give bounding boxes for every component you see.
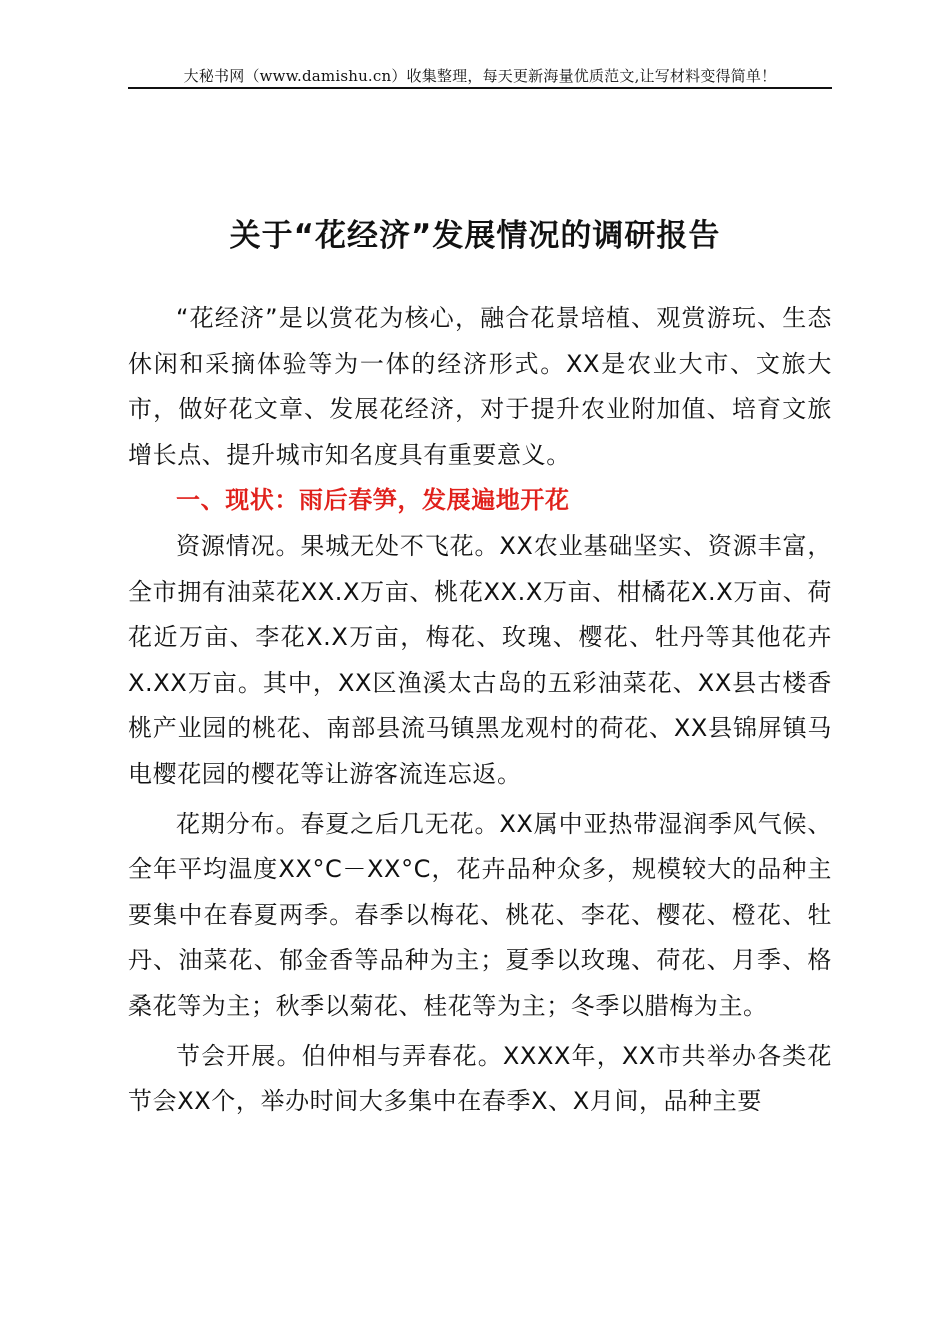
document-title: 关于“花经济”发展情况的调研报告 [229,218,721,254]
resources-paragraph: 资源情况。果城无处不飞花。XX农业基础坚实、资源丰富，全市拥有油菜花XX.X万亩、桃花XX.X万亩、柑橘花X.X万亩、荷花近万亩、李花X.X万亩，梅花、玫瑰、樱花、牡丹等其他花卉X.XX万亩。其中，XX区渔溪太古岛的五彩油菜花、XX县古楼香桃产业园的桃花、南部县流马镇黑龙观村的荷花、XX县锦屏镇马电樱花园的樱花等让游客流连忘返。 [128,531,832,788]
festivals-paragraph: 节会开展。伯仲相与弄春花。XXXX年，XX市共举办各类花节会XX个，举办时间大多集中在春季X、X月间，品种主要 [128,1041,832,1116]
header-source-note: 大秘书网（www.damishu.cn）收集整理，每天更新海量优质范文,让写材料变得简单！ [183,67,777,85]
flowering-paragraph: 花期分布。春夏之后几无花。XX属中亚热带湿润季风气候、全年平均温度XX°C－XX°C，花卉品种众多，规模较大的品种主要集中在春夏两季。春季以梅花、桃花、李花、樱花、橙花、牡丹、油菜花、郁金香等品种为主；夏季以玫瑰、荷花、月季、格桑花等为主；秋季以菊花、桂花等为主；冬季以腊梅为主。 [128,809,832,1020]
document-body [128,296,832,1125]
intro-paragraph: “花经济”是以赏花为核心，融合花景培植、观赏游玩、生态休闲和采摘体验等为一体的经济形式。XX是农业大市、文旅大市，做好花文章、发展花经济，对于提升农业附加值、培育文旅增长点、提升城市知名度具有重要意义。 [128,304,832,469]
section-heading-1: 一、现状：雨后春笋，发展遍地开花 [176,486,570,515]
header-divider [128,87,832,89]
